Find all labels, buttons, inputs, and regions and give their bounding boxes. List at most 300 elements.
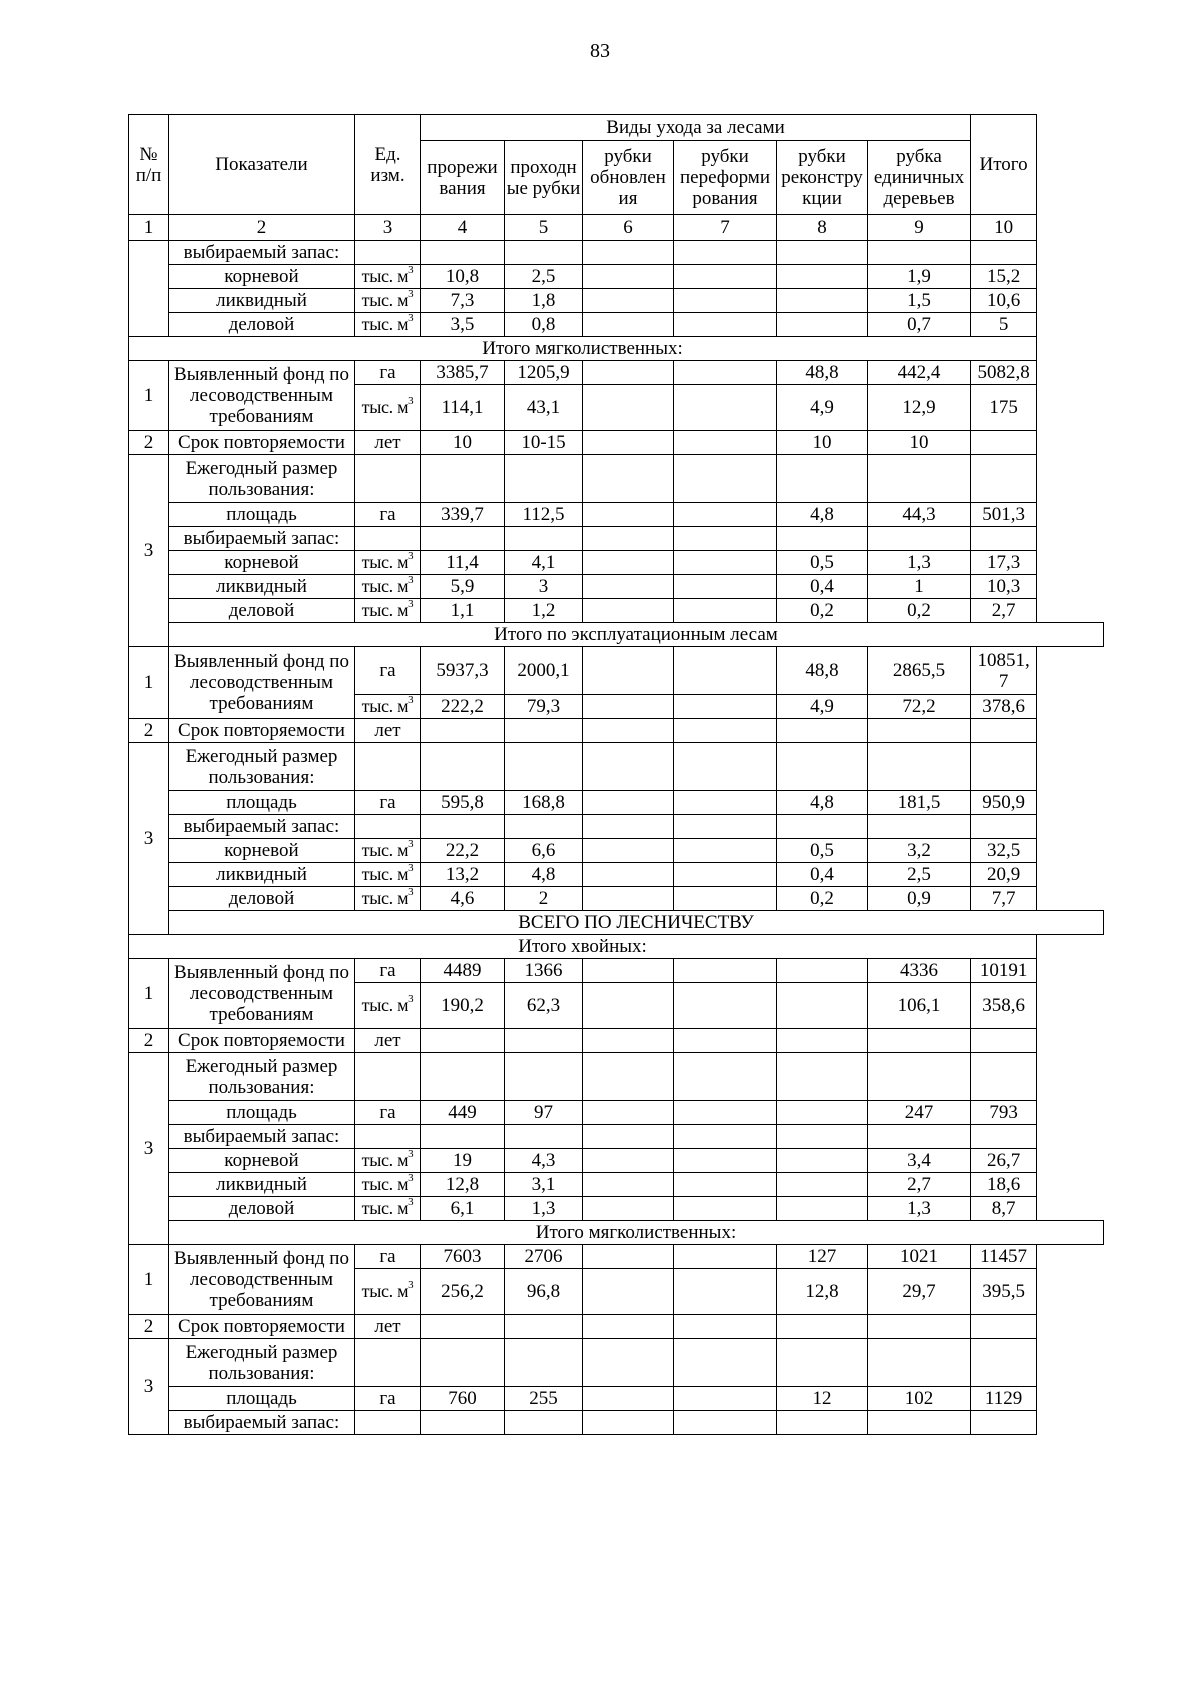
value-cell xyxy=(971,1125,1037,1149)
header-col-renewal: рубки обновлен ия xyxy=(583,141,674,215)
row-number xyxy=(129,241,169,337)
value-cell xyxy=(583,719,674,743)
value-cell xyxy=(583,503,674,527)
indicator-stock: выбираемый запас: xyxy=(169,527,355,551)
unit-text: тыс. м xyxy=(361,600,409,620)
value-cell xyxy=(583,1125,674,1149)
row-number: 2 xyxy=(129,1315,169,1339)
value-cell: 4,9 xyxy=(777,385,868,431)
unit-superscript: 3 xyxy=(408,862,414,874)
value-cell: 5 xyxy=(971,313,1037,337)
header-total: Итого xyxy=(971,115,1037,215)
table-row xyxy=(129,431,1104,455)
value-cell xyxy=(583,1101,674,1125)
value-cell: 1205,9 xyxy=(505,361,583,385)
value-cell: 22,2 xyxy=(421,839,505,863)
table-row xyxy=(129,455,1104,503)
unit-cell xyxy=(355,1053,421,1101)
unit-superscript: 3 xyxy=(408,312,414,324)
value-cell: 7,3 xyxy=(421,289,505,313)
value-cell xyxy=(421,1053,505,1101)
table-row xyxy=(129,361,1104,385)
unit-text: лет xyxy=(374,720,401,741)
value-cell: 0,2 xyxy=(868,599,971,623)
value-cell xyxy=(868,743,971,791)
value-cell: 339,7 xyxy=(421,503,505,527)
unit-text: тыс. м xyxy=(361,290,409,310)
value-cell: 4,6 xyxy=(421,887,505,911)
value-cell xyxy=(868,1315,971,1339)
value-cell xyxy=(777,265,868,289)
value-cell xyxy=(674,887,777,911)
unit-cell xyxy=(355,1315,421,1339)
indicator-period: Срок повторяемости xyxy=(169,719,355,743)
unit-cell xyxy=(355,575,421,599)
value-cell: 256,2 xyxy=(421,1269,505,1315)
table-row xyxy=(129,265,1104,289)
value-cell: 10-15 xyxy=(505,431,583,455)
value-cell xyxy=(777,959,868,983)
unit-cell xyxy=(355,1197,421,1221)
table-row xyxy=(129,1029,1104,1053)
indicator-period: Срок повторяемости xyxy=(169,431,355,455)
unit-superscript: 3 xyxy=(408,550,414,562)
value-cell: 1021 xyxy=(868,1245,971,1269)
value-cell: 0,7 xyxy=(868,313,971,337)
value-cell: 0,2 xyxy=(777,887,868,911)
unit-cell xyxy=(355,361,421,385)
value-cell xyxy=(674,983,777,1029)
indicator-area: площадь xyxy=(169,791,355,815)
value-cell xyxy=(674,455,777,503)
unit-text: тыс. м xyxy=(361,1174,409,1194)
unit-text: лет xyxy=(374,1030,401,1051)
value-cell xyxy=(777,1339,868,1387)
value-cell: 247 xyxy=(868,1101,971,1125)
row-number: 1 xyxy=(129,1245,169,1315)
value-cell: 2,5 xyxy=(505,265,583,289)
value-cell xyxy=(868,527,971,551)
value-cell xyxy=(674,361,777,385)
value-cell: 0,2 xyxy=(777,599,868,623)
value-cell xyxy=(674,1315,777,1339)
unit-text: тыс. м xyxy=(361,1150,409,1170)
value-cell: 2000,1 xyxy=(505,647,583,695)
section-title: Итого мягколиственных: xyxy=(129,337,1037,361)
value-cell: 18,6 xyxy=(971,1173,1037,1197)
value-cell xyxy=(583,1387,674,1411)
unit-text: га xyxy=(379,1246,396,1267)
table-row xyxy=(129,1411,1104,1435)
unit-text: га xyxy=(379,660,396,681)
value-cell: 3 xyxy=(505,575,583,599)
unit-cell xyxy=(355,1125,421,1149)
unit-cell xyxy=(355,695,421,719)
value-cell xyxy=(421,1411,505,1435)
value-cell xyxy=(505,1411,583,1435)
unit-cell xyxy=(355,647,421,695)
value-cell xyxy=(421,241,505,265)
table-row xyxy=(129,863,1104,887)
value-cell xyxy=(868,719,971,743)
value-cell xyxy=(505,1053,583,1101)
section-title: Итого по эксплуатационным лесам xyxy=(169,623,1104,647)
value-cell xyxy=(674,743,777,791)
value-cell: 2,7 xyxy=(868,1173,971,1197)
value-cell xyxy=(674,647,777,695)
value-cell xyxy=(674,431,777,455)
unit-cell xyxy=(355,527,421,551)
value-cell xyxy=(674,1053,777,1101)
unit-cell xyxy=(355,455,421,503)
value-cell xyxy=(421,743,505,791)
indicator-liquid: ликвидный xyxy=(169,289,355,313)
table-row xyxy=(129,313,1104,337)
value-cell xyxy=(777,1197,868,1221)
unit-cell xyxy=(355,1411,421,1435)
value-cell xyxy=(971,241,1037,265)
value-cell: 12,8 xyxy=(421,1173,505,1197)
indicator-business: деловой xyxy=(169,599,355,623)
value-cell xyxy=(583,1269,674,1315)
column-number: 1 xyxy=(129,215,169,241)
value-cell: 26,7 xyxy=(971,1149,1037,1173)
value-cell: 1,2 xyxy=(505,599,583,623)
value-cell: 32,5 xyxy=(971,839,1037,863)
value-cell: 442,4 xyxy=(868,361,971,385)
column-number: 3 xyxy=(355,215,421,241)
value-cell xyxy=(421,1315,505,1339)
value-cell xyxy=(583,791,674,815)
table-row xyxy=(129,1387,1104,1411)
row-number: 3 xyxy=(129,743,169,935)
table-row xyxy=(129,1315,1104,1339)
unit-cell xyxy=(355,385,421,431)
unit-cell xyxy=(355,313,421,337)
indicator-fund: Выявленный фонд по лесоводственным требованиям xyxy=(169,1245,355,1315)
value-cell: 106,1 xyxy=(868,983,971,1029)
value-cell xyxy=(505,719,583,743)
table-row xyxy=(129,1149,1104,1173)
header-care-types: Виды ухода за лесами xyxy=(421,115,971,141)
table-row xyxy=(129,599,1104,623)
column-number: 10 xyxy=(971,215,1037,241)
value-cell: 7603 xyxy=(421,1245,505,1269)
value-cell xyxy=(583,647,674,695)
value-cell xyxy=(583,839,674,863)
value-cell xyxy=(971,1029,1037,1053)
unit-text: га xyxy=(379,792,396,813)
indicator-business: деловой xyxy=(169,1197,355,1221)
unit-cell xyxy=(355,551,421,575)
value-cell xyxy=(777,289,868,313)
unit-text: тыс. м xyxy=(361,995,409,1015)
value-cell xyxy=(674,839,777,863)
table-row xyxy=(129,935,1104,959)
value-cell xyxy=(674,1149,777,1173)
value-cell: 1 xyxy=(868,575,971,599)
value-cell xyxy=(505,1339,583,1387)
value-cell xyxy=(674,959,777,983)
value-cell xyxy=(505,815,583,839)
table-row xyxy=(129,791,1104,815)
unit-superscript: 3 xyxy=(408,264,414,276)
indicator-area: площадь xyxy=(169,1387,355,1411)
value-cell xyxy=(583,1339,674,1387)
value-cell: 5,9 xyxy=(421,575,505,599)
unit-cell xyxy=(355,959,421,983)
value-cell xyxy=(674,599,777,623)
indicator-fund: Выявленный фонд по лесоводственным требованиям xyxy=(169,361,355,431)
value-cell xyxy=(868,1411,971,1435)
value-cell xyxy=(583,959,674,983)
value-cell xyxy=(583,1197,674,1221)
value-cell xyxy=(674,1245,777,1269)
value-cell xyxy=(421,455,505,503)
value-cell xyxy=(674,1029,777,1053)
value-cell xyxy=(674,503,777,527)
unit-text: га xyxy=(379,504,396,525)
value-cell: 114,1 xyxy=(421,385,505,431)
value-cell xyxy=(777,1173,868,1197)
unit-text: тыс. м xyxy=(361,1198,409,1218)
value-cell: 0,5 xyxy=(777,839,868,863)
section-title: ВСЕГО ПО ЛЕСНИЧЕСТВУ xyxy=(169,911,1104,935)
unit-cell xyxy=(355,241,421,265)
row-number: 1 xyxy=(129,647,169,719)
value-cell: 4,8 xyxy=(777,503,868,527)
unit-cell xyxy=(355,265,421,289)
value-cell: 10 xyxy=(777,431,868,455)
value-cell xyxy=(583,1315,674,1339)
value-cell xyxy=(777,1149,868,1173)
indicator-stock: выбираемый запас: xyxy=(169,1411,355,1435)
value-cell xyxy=(421,1029,505,1053)
table-row xyxy=(129,503,1104,527)
unit-superscript: 3 xyxy=(408,288,414,300)
value-cell xyxy=(583,695,674,719)
unit-superscript: 3 xyxy=(408,574,414,586)
unit-text: тыс. м xyxy=(361,576,409,596)
value-cell xyxy=(583,527,674,551)
value-cell: 1,8 xyxy=(505,289,583,313)
indicator-liquid: ликвидный xyxy=(169,575,355,599)
value-cell xyxy=(674,1101,777,1125)
unit-cell xyxy=(355,599,421,623)
value-cell xyxy=(583,241,674,265)
value-cell xyxy=(971,455,1037,503)
table-row xyxy=(129,815,1104,839)
value-cell xyxy=(583,551,674,575)
unit-cell xyxy=(355,1029,421,1053)
header-indicators: Показатели xyxy=(169,115,355,215)
value-cell: 595,8 xyxy=(421,791,505,815)
value-cell: 112,5 xyxy=(505,503,583,527)
value-cell xyxy=(674,265,777,289)
value-cell xyxy=(777,743,868,791)
unit-cell xyxy=(355,983,421,1029)
table-row xyxy=(129,1339,1104,1387)
value-cell xyxy=(583,1411,674,1435)
table-body xyxy=(129,241,1104,1435)
indicator-business: деловой xyxy=(169,313,355,337)
value-cell: 0,8 xyxy=(505,313,583,337)
unit-text: тыс. м xyxy=(361,864,409,884)
table-row xyxy=(129,527,1104,551)
value-cell: 10191 xyxy=(971,959,1037,983)
unit-text: тыс. м xyxy=(361,266,409,286)
table-row xyxy=(129,1053,1104,1101)
unit-cell xyxy=(355,1269,421,1315)
value-cell xyxy=(505,1125,583,1149)
value-cell xyxy=(868,1053,971,1101)
value-cell xyxy=(583,599,674,623)
value-cell xyxy=(868,815,971,839)
value-cell xyxy=(674,1269,777,1315)
value-cell xyxy=(583,431,674,455)
value-cell: 4,3 xyxy=(505,1149,583,1173)
table-row xyxy=(129,647,1104,695)
value-cell: 501,3 xyxy=(971,503,1037,527)
column-number: 7 xyxy=(674,215,777,241)
indicator-annual: Ежегодный размер пользования: xyxy=(169,1053,355,1101)
header-col-reformation: рубки переформи рования xyxy=(674,141,777,215)
row-number: 3 xyxy=(129,455,169,647)
table-row xyxy=(129,743,1104,791)
value-cell xyxy=(674,863,777,887)
header-unit: Ед. изм. xyxy=(355,115,421,215)
table-row xyxy=(129,241,1104,265)
value-cell: 62,3 xyxy=(505,983,583,1029)
row-number: 2 xyxy=(129,1029,169,1053)
indicator-annual: Ежегодный размер пользования: xyxy=(169,1339,355,1387)
indicator-liquid: ликвидный xyxy=(169,1173,355,1197)
header-num: № п/п xyxy=(129,115,169,215)
header-col-passage: проходн ые рубки xyxy=(505,141,583,215)
value-cell: 10 xyxy=(421,431,505,455)
value-cell: 102 xyxy=(868,1387,971,1411)
value-cell xyxy=(777,1125,868,1149)
row-number: 2 xyxy=(129,431,169,455)
value-cell xyxy=(583,385,674,431)
unit-cell xyxy=(355,1173,421,1197)
value-cell: 2 xyxy=(505,887,583,911)
table-row xyxy=(129,1245,1104,1269)
unit-text: тыс. м xyxy=(361,888,409,908)
value-cell: 1,3 xyxy=(505,1197,583,1221)
value-cell xyxy=(971,1411,1037,1435)
value-cell xyxy=(777,1411,868,1435)
value-cell xyxy=(583,743,674,791)
table-row xyxy=(129,289,1104,313)
value-cell: 358,6 xyxy=(971,983,1037,1029)
value-cell xyxy=(583,1053,674,1101)
table-row xyxy=(129,1221,1104,1245)
value-cell: 255 xyxy=(505,1387,583,1411)
column-number: 8 xyxy=(777,215,868,241)
unit-cell xyxy=(355,503,421,527)
value-cell: 5937,3 xyxy=(421,647,505,695)
value-cell: 96,8 xyxy=(505,1269,583,1315)
unit-superscript: 3 xyxy=(408,886,414,898)
value-cell xyxy=(674,695,777,719)
value-cell xyxy=(583,1245,674,1269)
value-cell: 10,6 xyxy=(971,289,1037,313)
value-cell: 760 xyxy=(421,1387,505,1411)
value-cell xyxy=(971,1053,1037,1101)
value-cell xyxy=(583,1029,674,1053)
value-cell: 2865,5 xyxy=(868,647,971,695)
value-cell: 1,1 xyxy=(421,599,505,623)
value-cell: 3,5 xyxy=(421,313,505,337)
value-cell xyxy=(777,815,868,839)
table-row xyxy=(129,911,1104,935)
value-cell xyxy=(583,815,674,839)
row-number: 2 xyxy=(129,719,169,743)
value-cell: 1,9 xyxy=(868,265,971,289)
value-cell: 0,9 xyxy=(868,887,971,911)
value-cell xyxy=(583,983,674,1029)
unit-cell xyxy=(355,1245,421,1269)
unit-text: тыс. м xyxy=(361,840,409,860)
indicator-fund: Выявленный фонд по лесоводственным требованиям xyxy=(169,959,355,1029)
value-cell: 190,2 xyxy=(421,983,505,1029)
value-cell xyxy=(583,1173,674,1197)
value-cell: 48,8 xyxy=(777,361,868,385)
value-cell xyxy=(971,1339,1037,1387)
value-cell: 1129 xyxy=(971,1387,1037,1411)
value-cell: 72,2 xyxy=(868,695,971,719)
value-cell: 10851, 7 xyxy=(971,647,1037,695)
value-cell: 12,8 xyxy=(777,1269,868,1315)
value-cell xyxy=(505,241,583,265)
unit-cell xyxy=(355,1339,421,1387)
value-cell: 4336 xyxy=(868,959,971,983)
unit-text: тыс. м xyxy=(361,397,409,417)
indicator-stock: выбираемый запас: xyxy=(169,241,355,265)
header-col-single-trees: рубка единичных деревьев xyxy=(868,141,971,215)
unit-superscript: 3 xyxy=(408,694,414,706)
value-cell xyxy=(583,887,674,911)
value-cell xyxy=(674,1339,777,1387)
value-cell: 8,7 xyxy=(971,1197,1037,1221)
header-col-reconstruction: рубки реконстру кции xyxy=(777,141,868,215)
value-cell: 97 xyxy=(505,1101,583,1125)
column-number: 6 xyxy=(583,215,674,241)
value-cell: 2706 xyxy=(505,1245,583,1269)
value-cell: 4,8 xyxy=(505,863,583,887)
value-cell: 1366 xyxy=(505,959,583,983)
unit-cell xyxy=(355,431,421,455)
value-cell: 44,3 xyxy=(868,503,971,527)
value-cell: 222,2 xyxy=(421,695,505,719)
value-cell: 19 xyxy=(421,1149,505,1173)
value-cell xyxy=(777,527,868,551)
value-cell: 0,5 xyxy=(777,551,868,575)
indicator-area: площадь xyxy=(169,1101,355,1125)
value-cell: 181,5 xyxy=(868,791,971,815)
value-cell xyxy=(971,431,1037,455)
value-cell xyxy=(421,1339,505,1387)
value-cell: 4489 xyxy=(421,959,505,983)
value-cell: 449 xyxy=(421,1101,505,1125)
unit-cell xyxy=(355,887,421,911)
value-cell: 793 xyxy=(971,1101,1037,1125)
value-cell xyxy=(583,265,674,289)
unit-cell xyxy=(355,863,421,887)
value-cell xyxy=(868,241,971,265)
column-number: 9 xyxy=(868,215,971,241)
